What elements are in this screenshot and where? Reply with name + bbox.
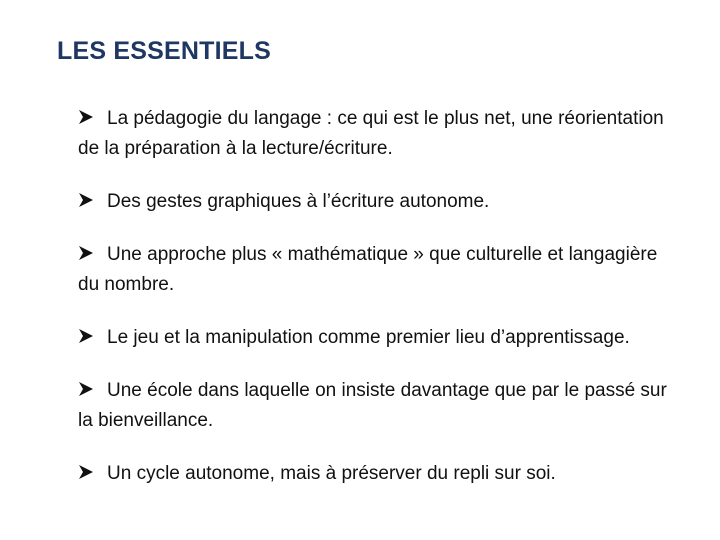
bullet-text: Le jeu et la manipulation comme premier lieu d’apprentissage. [107, 327, 630, 348]
bullet-item [78, 459, 678, 489]
bullet-item [78, 187, 678, 217]
arrowhead-right-icon [78, 109, 94, 125]
bullet-text: Une approche plus « mathématique » que culturelle et langagière du nombre. [78, 244, 658, 295]
bullet-text: La pédagogie du langage : ce qui est le plus net, une réorientation de la préparation à la lecture/écriture. [78, 108, 664, 159]
arrowhead-right-icon [78, 192, 94, 208]
bullet-text: Une école dans laquelle on insiste davantage que par le passé sur la bienveillance. [78, 380, 667, 431]
arrowhead-right-icon [78, 381, 94, 397]
bullet-item [78, 240, 678, 300]
arrowhead-right-icon [78, 328, 94, 344]
arrowhead-right-icon [78, 464, 94, 480]
bullet-list [78, 104, 678, 489]
arrowhead-right-icon [78, 245, 94, 261]
bullet-item [78, 104, 678, 164]
slide-title: LES ESSENTIELS [57, 37, 271, 65]
bullet-text: Des gestes graphiques à l’écriture autonome. [107, 191, 490, 212]
bullet-item [78, 323, 678, 353]
bullet-item [78, 376, 678, 436]
bullet-text: Un cycle autonome, mais à préserver du repli sur soi. [107, 463, 556, 484]
